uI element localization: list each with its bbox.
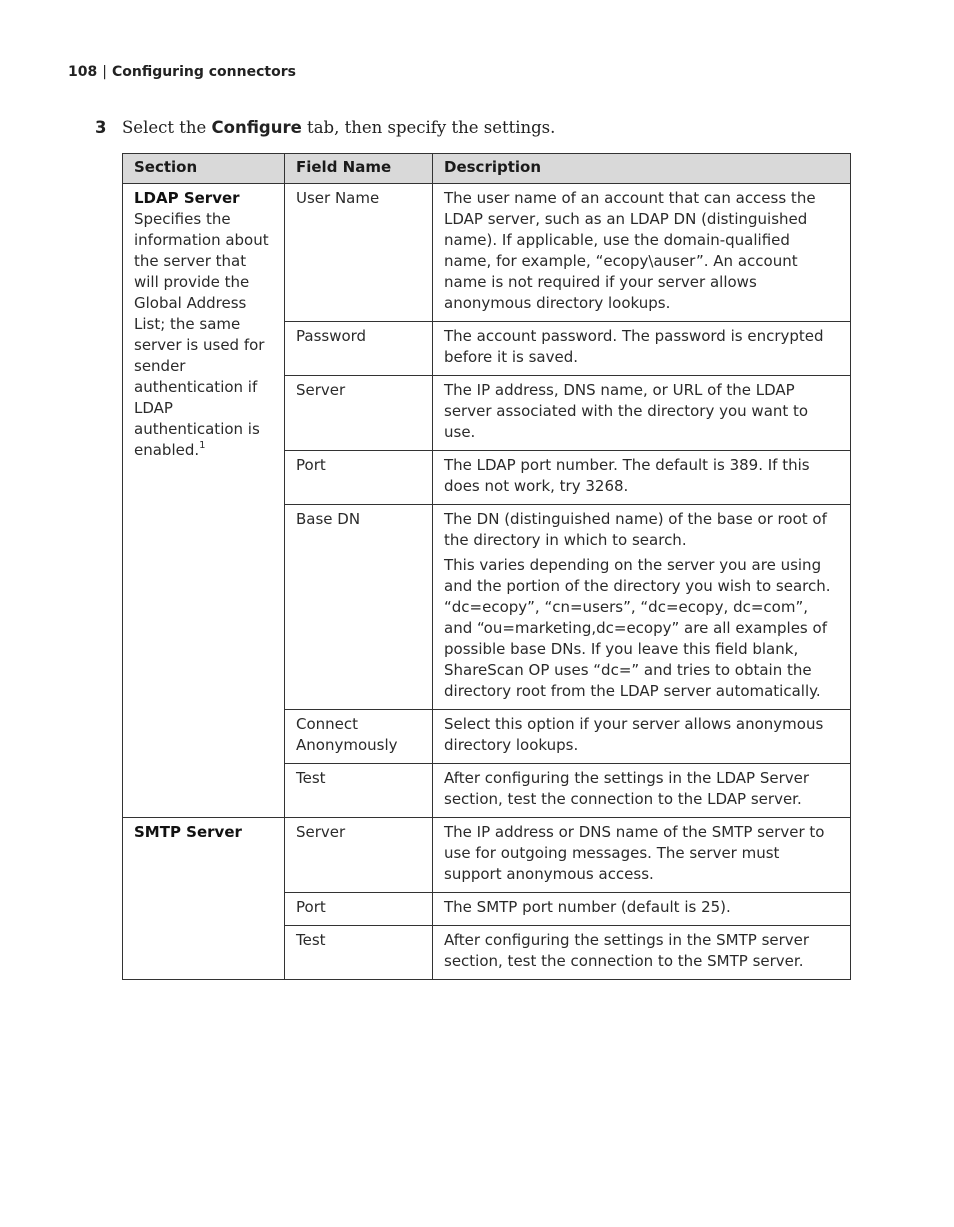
step-text (122, 118, 555, 137)
field-name-cell: Server (285, 818, 433, 893)
chapter-title: Configuring connectors (111, 64, 296, 80)
step-text-before: Select the (122, 118, 212, 137)
section-cell-smtp (123, 818, 285, 980)
page-number: 108 (68, 64, 98, 80)
field-name-cell: User Name (285, 184, 433, 322)
section-description-ldap: Specifies the information about the server that will provide the Global Address List; the same server is used for sender authentication if LDAP authentication is enabled.$^1$ (134, 210, 269, 459)
description-cell: After configuring the settings in the SMTP server section, test the connection to the SMTP server. (433, 926, 851, 980)
step-bold-word: Configure (211, 118, 302, 137)
header-description: Description (433, 154, 851, 184)
section-title-ldap: LDAP Server (134, 189, 240, 207)
footnote-marker: 1 (199, 440, 206, 451)
page-header (68, 64, 296, 80)
field-name-cell: Password (285, 322, 433, 376)
description-cell: The user name of an account that can access the LDAP server, such as an LDAP DN (distinguished name). If applicable, use the domain-qualified name, for example, “ecopy\auser”. An account name is not required if your server allows anonymous directory lookups. (433, 184, 851, 322)
description-cell: The IP address, DNS name, or URL of the LDAP server associated with the directory you want to use. (433, 376, 851, 451)
header-field-name: Field Name (285, 154, 433, 184)
section-title-smtp: SMTP Server (134, 823, 242, 841)
description-cell: The IP address or DNS name of the SMTP server to use for outgoing messages. The server must support anonymous access. (433, 818, 851, 893)
field-name-cell: Test (285, 764, 433, 818)
description-cell: The account password. The password is encrypted before it is saved. (433, 322, 851, 376)
table-row (123, 818, 851, 893)
field-name-cell: Connect Anonymously (285, 710, 433, 764)
description-cell: The LDAP port number. The default is 389. If this does not work, try 3268. (433, 451, 851, 505)
section-cell-ldap (123, 184, 285, 818)
description-cell: The SMTP port number (default is 25). (433, 893, 851, 926)
description-paragraph: This varies depending on the server you are using and the portion of the directory you wish to search. “dc=ecopy”, “cn=users”, “dc=ecopy, dc=com”, and “ou=marketing,dc=ecopy” are all examples of possible base DNs. If you leave this field blank, ShareScan OP uses “dc=” and tries to obtain the directory root from the LDAP server automatically. (444, 556, 831, 700)
description-cell: After configuring the settings in the LDAP Server section, test the connection to the LDAP server. (433, 764, 851, 818)
description-cell (433, 505, 851, 710)
table-row (123, 184, 851, 322)
table-header-row (123, 154, 851, 184)
field-name-cell: Port (285, 893, 433, 926)
header-separator: | (102, 64, 107, 80)
description-cell: Select this option if your server allows anonymous directory lookups. (433, 710, 851, 764)
field-name-cell: Base DN (285, 505, 433, 710)
description-paragraph: The DN (distinguished name) of the base or root of the directory in which to search. (444, 510, 827, 549)
settings-table (122, 153, 851, 980)
step-text-after: tab, then specify the settings. (301, 118, 556, 137)
field-name-cell: Test (285, 926, 433, 980)
field-name-cell: Port (285, 451, 433, 505)
header-section: Section (123, 154, 285, 184)
step-number: 3 (95, 118, 107, 137)
field-name-cell: Server (285, 376, 433, 451)
